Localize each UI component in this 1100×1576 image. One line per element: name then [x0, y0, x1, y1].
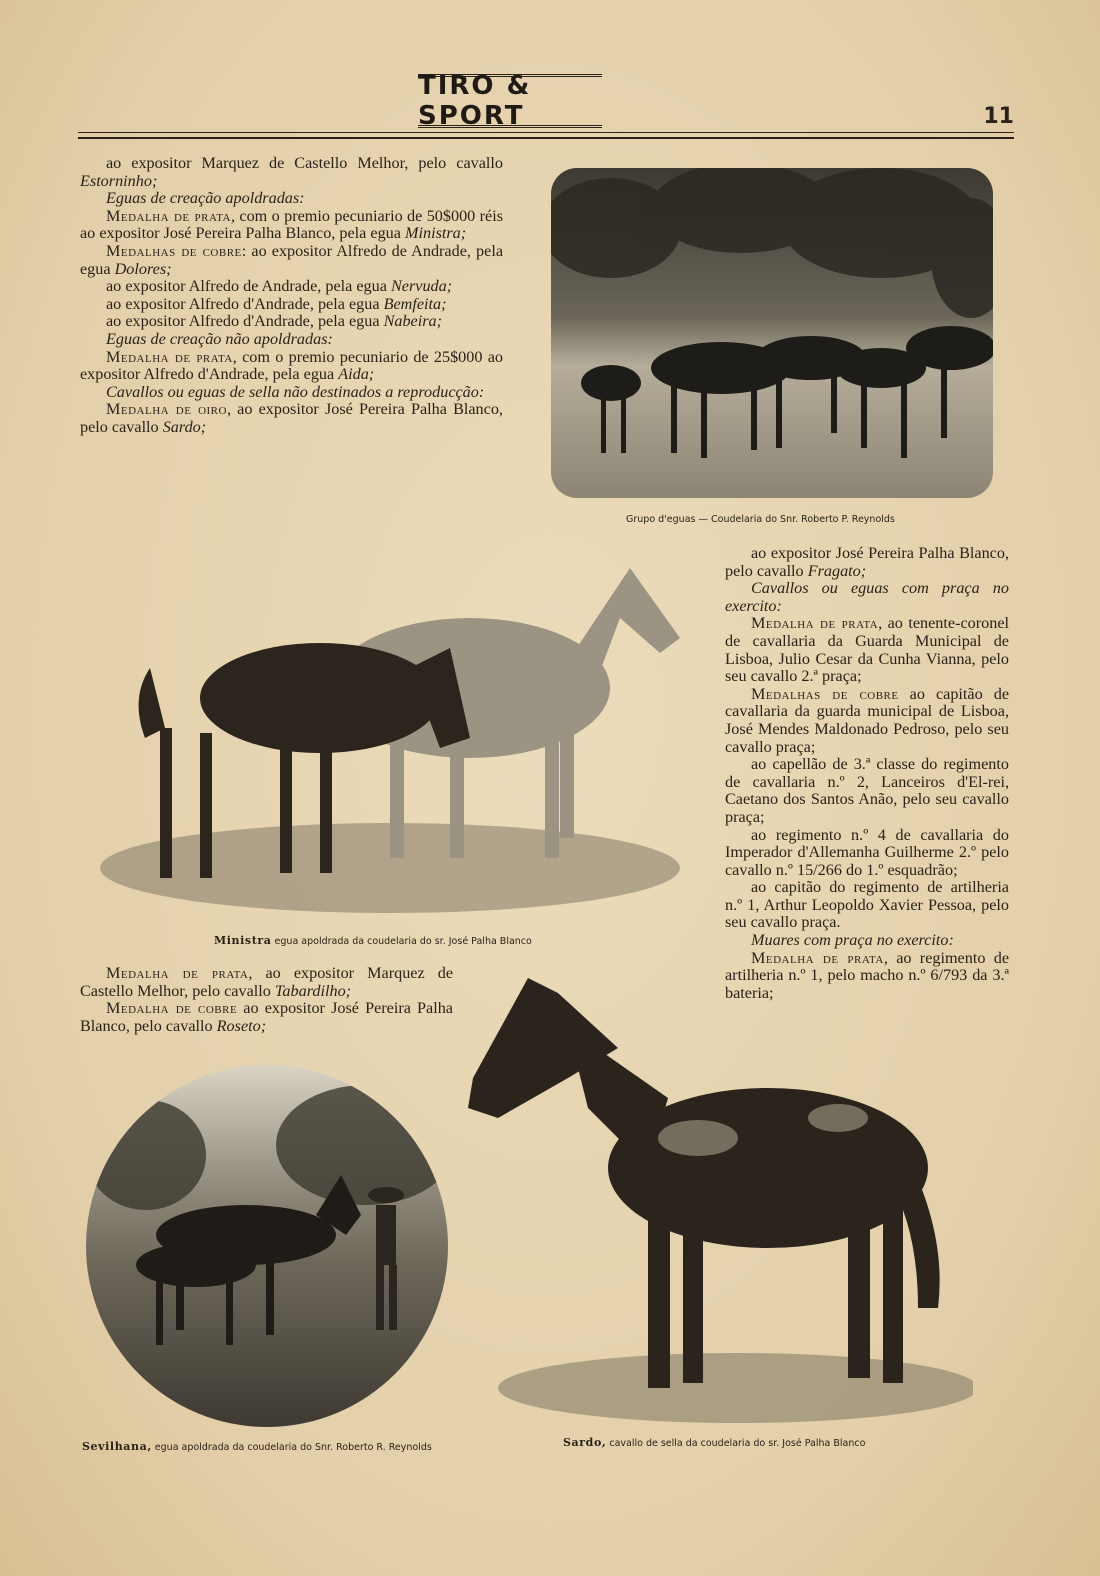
paragraph [80, 208, 503, 243]
italic-text: Nabeira; [383, 312, 443, 331]
italic-text: Tabardilho; [274, 981, 352, 1000]
body-text: ao capellão de 3.ª classe do regimento de cavallaria n.º 2, Lanceiros d'El-rei, Caetano dos Santos Anão, pelo seu cavallo praça; [725, 755, 1009, 826]
body-text: : ao expositor Alfredo de Andrade, pela egua [80, 241, 504, 278]
body-text: , com o premio pecuniario de 25$000 ao expositor Alfredo d'Andrade, pela egua [80, 347, 503, 384]
paragraph [80, 243, 503, 278]
award-label: Medalha de oiro [106, 400, 227, 419]
left-column-middle [80, 965, 453, 1035]
caption-sardo-name: Sardo, [563, 1436, 607, 1449]
right-column [725, 545, 1009, 1002]
italic-text: Eguas de creação apoldradas: [106, 189, 305, 208]
paragraph [725, 580, 1009, 615]
caption-ministra-name: Ministra [214, 934, 272, 947]
award-label: Medalha de prata [106, 206, 231, 225]
paragraph [80, 384, 503, 402]
body-text: ao expositor Alfredo d'Andrade, pela egua [106, 294, 384, 313]
italic-text: Estorninho; [80, 171, 158, 190]
body-text: ao expositor José Pereira Palha Blanco, pelo cavallo [725, 544, 1009, 580]
italic-text: Dolores; [114, 259, 172, 278]
paragraph [80, 349, 503, 384]
award-label: Medalha de prata [751, 948, 884, 967]
left-column-top [80, 155, 503, 437]
photo-saddle-horse [468, 968, 973, 1428]
masthead-title: TIRO & SPORT [418, 71, 532, 131]
paragraph [80, 278, 503, 296]
photo-herd-of-mares [551, 168, 993, 498]
paragraph [80, 401, 503, 436]
caption-sardo [563, 1436, 865, 1449]
page-number: 11 [983, 104, 1014, 129]
masthead-logo [418, 71, 602, 131]
paragraph [80, 1000, 453, 1035]
italic-text: Aida; [338, 365, 375, 384]
photo-mare-foal-and-handler [86, 1065, 448, 1427]
paragraph [725, 756, 1009, 826]
photo-mare-and-foal [90, 548, 680, 920]
body-text: , ao expositor Marquez de Castello Melhor, pelo cavallo [80, 964, 454, 1000]
caption-grupo: Grupo d'eguas — Coudelaria do Snr. Roberto P. Reynolds [626, 514, 895, 525]
body-text: , ao expositor José Pereira Palha Blanco, pelo cavallo [80, 400, 503, 436]
italic-text: Sardo; [162, 417, 207, 436]
paragraph [725, 686, 1009, 756]
caption-sevilhana [82, 1440, 432, 1453]
award-label: Medalhas de cobre [751, 684, 899, 703]
italic-text: Nervuda; [390, 277, 453, 296]
italic-text: Roseto; [216, 1016, 267, 1035]
paragraph [725, 827, 1009, 880]
paragraph [80, 313, 503, 331]
italic-text: Ministra; [405, 224, 467, 243]
italic-text: Muares com praça no exercito: [751, 931, 954, 950]
body-text: ao regimento n.º 4 de cavallaria do Imperador d'Allemanha Guilherme 2.º pelo cavallo n.º 15/266 do 1.º esquadrão; [725, 825, 1009, 879]
caption-sevilhana-text: egua apoldrada da coudelaria do Snr. Roberto R. Reynolds [151, 1442, 432, 1453]
body-text: , com o premio pecuniario de 50$000 réis ao expositor José Pereira Palha Blanco, pela egua [80, 206, 503, 243]
body-text: ao expositor Alfredo d'Andrade, pela egua [106, 312, 384, 331]
paragraph [80, 155, 503, 190]
paragraph [80, 190, 503, 208]
paragraph [725, 615, 1009, 685]
paragraph [725, 545, 1009, 580]
body-text: ao capitão de cavallaria da guarda municipal de Lisboa, José Mendes Maldonado Pedroso, pelo seu cavallo praça; [725, 684, 1010, 756]
body-text: ao expositor Marquez de Castello Melhor, pelo cavallo [106, 154, 503, 172]
italic-text: Fragato; [807, 561, 867, 580]
paragraph [80, 296, 503, 314]
header-rule [78, 132, 1014, 139]
italic-text: Cavallos ou eguas de sella não destinados a reproducção: [106, 382, 485, 401]
italic-text: Eguas de creação não apoldradas: [106, 329, 333, 348]
body-text: ao capitão do regimento de artilheria n.º 1, Arthur Leopoldo Xavier Pessoa, pelo seu cavallo praça. [725, 878, 1009, 932]
italic-text: Bemfeita; [383, 294, 447, 313]
italic-text: Cavallos ou eguas com praça no exercito: [725, 579, 1009, 615]
caption-sardo-text: cavallo de sella da coudelaria do sr. José Palha Blanco [606, 1438, 866, 1449]
award-label: Medalha de prata [106, 347, 233, 366]
award-label: Medalhas de cobre [106, 241, 242, 260]
paragraph [80, 965, 453, 1000]
award-label: Medalha de cobre [106, 999, 238, 1018]
body-text: ao expositor José Pereira Palha Blanco, pelo cavallo [80, 999, 453, 1035]
body-text: , ao tenente-coronel de cavallaria da Guarda Municipal de Lisboa, Julio Cesar da Cunha Vianna, pelo seu cavallo 2.ª praça; [725, 614, 1009, 686]
body-text: , ao regimento de artilheria n.º 1, pelo macho n.º 6/793 da 3.ª bateria; [725, 948, 1010, 1002]
body-text: ao expositor Alfredo de Andrade, pela egua [106, 277, 391, 296]
paragraph [725, 879, 1009, 932]
award-label: Medalha de prata [751, 614, 879, 633]
paragraph [80, 331, 503, 349]
caption-ministra [214, 934, 532, 947]
award-label: Medalha de prata [106, 964, 249, 982]
paragraph [725, 932, 1009, 950]
caption-sevilhana-name: Sevilhana, [82, 1440, 152, 1453]
caption-ministra-text: egua apoldrada da coudelaria do sr. José Palha Blanco [271, 936, 532, 947]
